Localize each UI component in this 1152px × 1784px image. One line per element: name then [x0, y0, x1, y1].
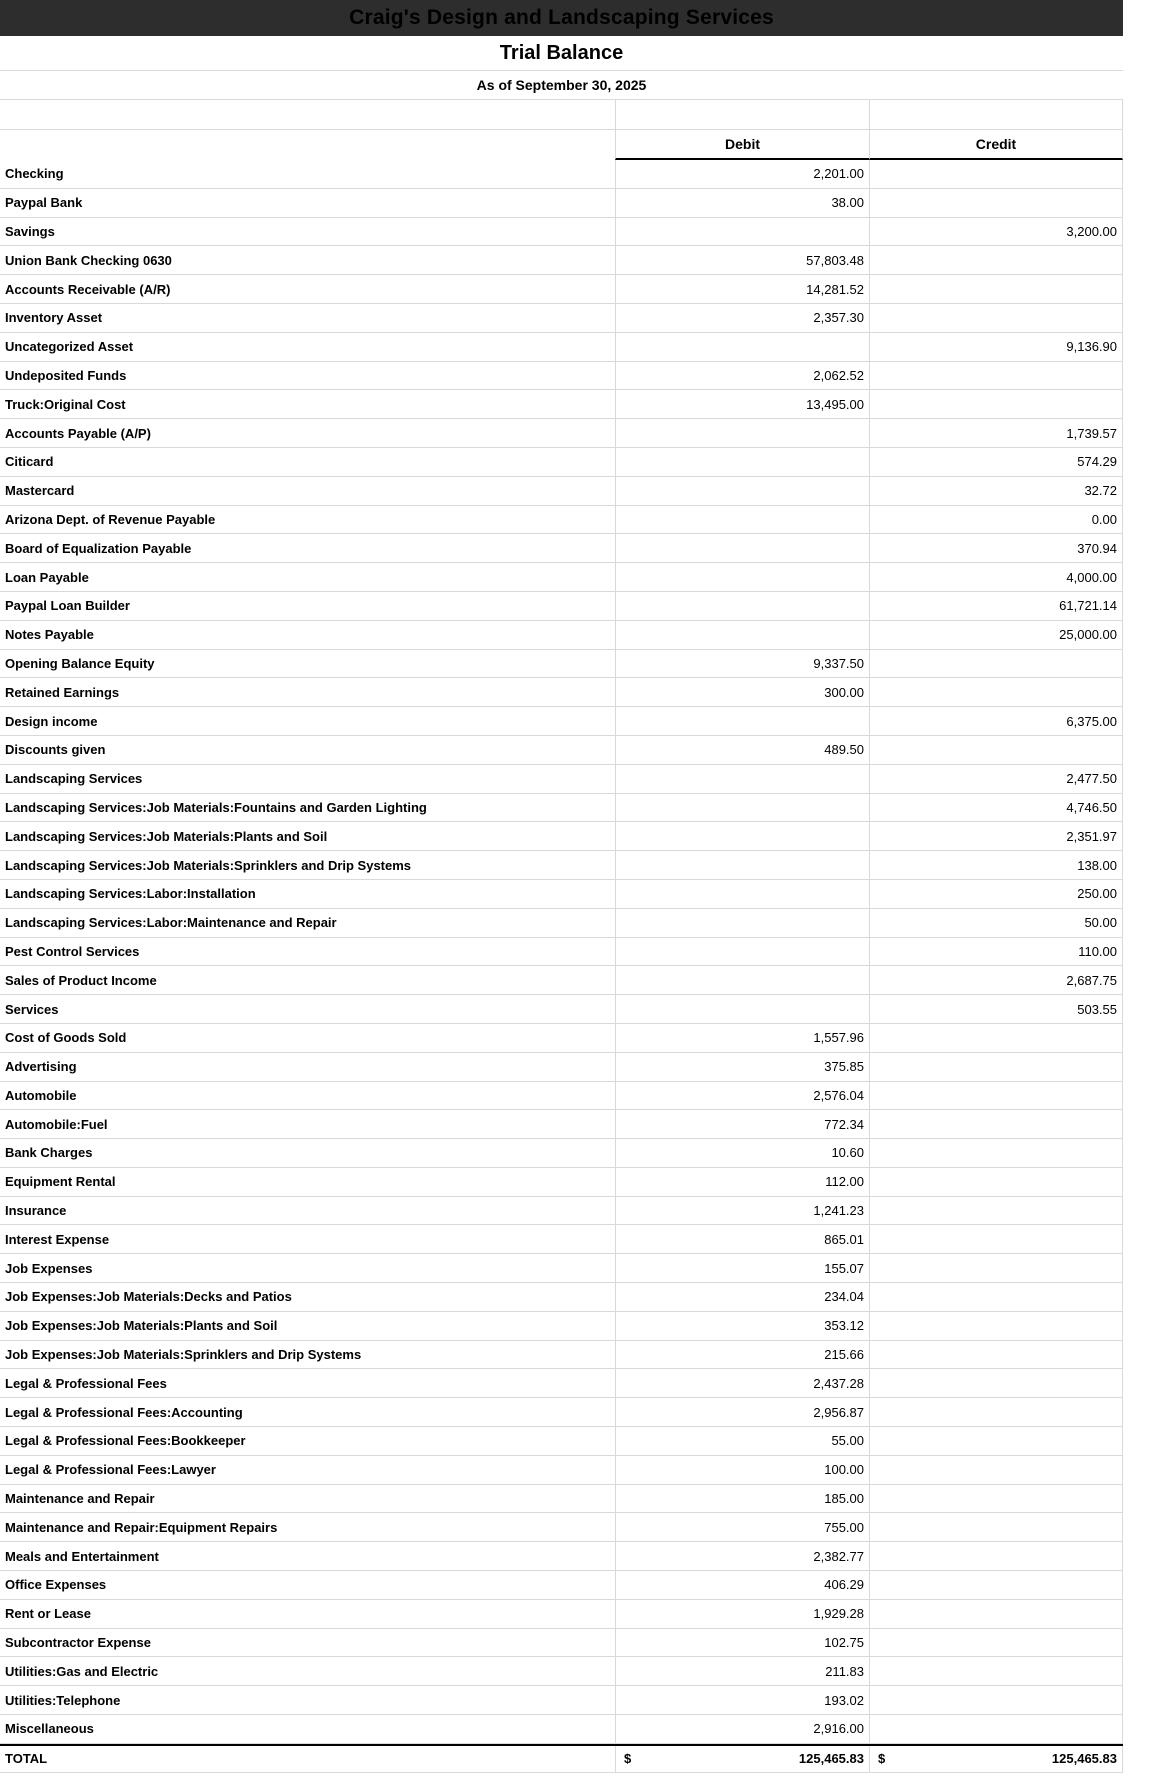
account-name-cell: Board of Equalization Payable — [0, 534, 615, 563]
debit-value-cell: 215.66 — [615, 1341, 869, 1370]
debit-value-cell: 489.50 — [615, 736, 869, 765]
report-title: Trial Balance — [499, 41, 624, 64]
credit-value-cell: 61,721.14 — [869, 592, 1123, 621]
debit-value-cell: 2,576.04 — [615, 1082, 869, 1111]
total-debit-amount: 125,465.83 — [798, 1751, 864, 1767]
account-name-cell: Opening Balance Equity — [0, 650, 615, 679]
table-row — [0, 1197, 1123, 1226]
account-name-cell: Accounts Receivable (A/R) — [0, 275, 615, 304]
debit-value-cell: 2,382.77 — [615, 1542, 869, 1571]
credit-column-header: Credit — [869, 130, 1123, 160]
account-name-cell: Retained Earnings — [0, 678, 615, 707]
credit-value-cell: 503.55 — [869, 995, 1123, 1024]
credit-value-cell — [869, 1053, 1123, 1082]
credit-value-cell: 1,739.57 — [869, 419, 1123, 448]
account-name-cell: Landscaping Services:Job Materials:Plants and Soil — [0, 822, 615, 851]
credit-value-cell — [869, 1168, 1123, 1197]
account-name-cell: Paypal Bank — [0, 189, 615, 218]
debit-value-cell — [615, 534, 869, 563]
debit-value-cell: 13,495.00 — [615, 390, 869, 419]
report-subtitle: As of September 30, 2025 — [476, 77, 647, 93]
debit-value-cell: 2,062.52 — [615, 362, 869, 391]
debit-value-cell — [615, 448, 869, 477]
debit-value-cell: 9,337.50 — [615, 650, 869, 679]
account-name-cell: Notes Payable — [0, 621, 615, 650]
table-row — [0, 390, 1123, 419]
credit-value-cell — [869, 1082, 1123, 1111]
table-row — [0, 1053, 1123, 1082]
table-row — [0, 304, 1123, 333]
table-row — [0, 563, 1123, 592]
credit-value-cell — [869, 1427, 1123, 1456]
total-label-cell: TOTAL — [0, 1746, 615, 1773]
company-name: Craig's Design and Landscaping Services — [349, 6, 774, 29]
credit-value-cell: 250.00 — [869, 880, 1123, 909]
account-name-cell: Legal & Professional Fees:Accounting — [0, 1398, 615, 1427]
debit-value-cell — [615, 765, 869, 794]
credit-value-cell — [869, 189, 1123, 218]
credit-value-cell — [869, 275, 1123, 304]
debit-value-cell — [615, 707, 869, 736]
debit-value-cell: 1,557.96 — [615, 1024, 869, 1053]
report-title-row — [0, 36, 1123, 71]
account-name-cell: Union Bank Checking 0630 — [0, 246, 615, 275]
debit-value-cell: 375.85 — [615, 1053, 869, 1082]
account-name-cell: Landscaping Services:Job Materials:Sprinklers and Drip Systems — [0, 851, 615, 880]
account-name-cell: Truck:Original Cost — [0, 390, 615, 419]
debit-value-cell: 38.00 — [615, 189, 869, 218]
table-row — [0, 1225, 1123, 1254]
column-header-row — [0, 130, 1123, 160]
debit-value-cell: 211.83 — [615, 1657, 869, 1686]
credit-value-cell: 4,746.50 — [869, 794, 1123, 823]
credit-value-cell: 110.00 — [869, 938, 1123, 967]
table-row — [0, 1312, 1123, 1341]
table-row — [0, 534, 1123, 563]
table-row — [0, 707, 1123, 736]
debit-value-cell: 10.60 — [615, 1139, 869, 1168]
credit-value-cell — [869, 362, 1123, 391]
account-name-cell: Utilities:Gas and Electric — [0, 1657, 615, 1686]
account-name-cell: Cost of Goods Sold — [0, 1024, 615, 1053]
debit-value-cell — [615, 851, 869, 880]
credit-value-cell — [869, 1600, 1123, 1629]
credit-value-cell — [869, 650, 1123, 679]
account-name-cell: Accounts Payable (A/P) — [0, 419, 615, 448]
table-row — [0, 448, 1123, 477]
account-name-cell: Services — [0, 995, 615, 1024]
debit-value-cell — [615, 419, 869, 448]
table-row — [0, 621, 1123, 650]
spacer-row — [0, 100, 1123, 130]
account-name-cell: Maintenance and Repair:Equipment Repairs — [0, 1513, 615, 1542]
credit-value-cell — [869, 1629, 1123, 1658]
credit-value-cell — [869, 1225, 1123, 1254]
debit-value-cell — [615, 333, 869, 362]
debit-value-cell: 865.01 — [615, 1225, 869, 1254]
credit-value-cell — [869, 1513, 1123, 1542]
credit-value-cell — [869, 1197, 1123, 1226]
account-name-cell: Landscaping Services:Job Materials:Fountains and Garden Lighting — [0, 794, 615, 823]
credit-value-cell: 3,200.00 — [869, 218, 1123, 247]
account-name-cell: Savings — [0, 218, 615, 247]
credit-value-cell — [869, 1110, 1123, 1139]
credit-value-cell — [869, 246, 1123, 275]
table-row — [0, 275, 1123, 304]
total-debit-currency: $ — [624, 1751, 632, 1767]
table-row — [0, 1456, 1123, 1485]
debit-value-cell: 2,956.87 — [615, 1398, 869, 1427]
credit-value-cell — [869, 304, 1123, 333]
table-row — [0, 880, 1123, 909]
table-row — [0, 851, 1123, 880]
account-name-cell: Equipment Rental — [0, 1168, 615, 1197]
account-name-cell: Utilities:Telephone — [0, 1686, 615, 1715]
table-row — [0, 765, 1123, 794]
account-name-cell: Rent or Lease — [0, 1600, 615, 1629]
spacer-label-cell — [0, 100, 615, 130]
table-row — [0, 966, 1123, 995]
table-row — [0, 1542, 1123, 1571]
debit-value-cell — [615, 592, 869, 621]
debit-value-cell: 155.07 — [615, 1254, 869, 1283]
table-row — [0, 1369, 1123, 1398]
debit-value-cell — [615, 506, 869, 535]
debit-value-cell: 300.00 — [615, 678, 869, 707]
debit-value-cell — [615, 995, 869, 1024]
debit-value-cell — [615, 563, 869, 592]
table-row — [0, 995, 1123, 1024]
table-row — [0, 1600, 1123, 1629]
table-row — [0, 333, 1123, 362]
credit-value-cell — [869, 1715, 1123, 1744]
table-row — [0, 218, 1123, 247]
credit-value-cell: 9,136.90 — [869, 333, 1123, 362]
debit-value-cell: 234.04 — [615, 1283, 869, 1312]
table-row — [0, 938, 1123, 967]
account-name-cell: Advertising — [0, 1053, 615, 1082]
debit-value-cell: 2,916.00 — [615, 1715, 869, 1744]
debit-value-cell — [615, 218, 869, 247]
report-subtitle-row — [0, 71, 1123, 100]
debit-value-cell — [615, 794, 869, 823]
credit-value-cell: 0.00 — [869, 506, 1123, 535]
table-row — [0, 909, 1123, 938]
account-name-cell: Job Expenses:Job Materials:Sprinklers and Drip Systems — [0, 1341, 615, 1370]
account-name-cell: Legal & Professional Fees:Bookkeeper — [0, 1427, 615, 1456]
account-name-cell: Paypal Loan Builder — [0, 592, 615, 621]
table-row — [0, 1686, 1123, 1715]
account-name-cell: Landscaping Services — [0, 765, 615, 794]
debit-value-cell: 1,929.28 — [615, 1600, 869, 1629]
credit-value-cell — [869, 1254, 1123, 1283]
debit-value-cell: 14,281.52 — [615, 275, 869, 304]
table-row — [0, 592, 1123, 621]
debit-value-cell: 55.00 — [615, 1427, 869, 1456]
account-name-cell: Landscaping Services:Labor:Installation — [0, 880, 615, 909]
credit-value-cell: 2,477.50 — [869, 765, 1123, 794]
debit-value-cell: 112.00 — [615, 1168, 869, 1197]
account-name-cell: Bank Charges — [0, 1139, 615, 1168]
credit-value-cell: 138.00 — [869, 851, 1123, 880]
debit-value-cell: 193.02 — [615, 1686, 869, 1715]
table-row — [0, 160, 1123, 189]
account-name-cell: Uncategorized Asset — [0, 333, 615, 362]
table-row — [0, 1254, 1123, 1283]
account-name-cell: Job Expenses — [0, 1254, 615, 1283]
account-name-cell: Subcontractor Expense — [0, 1629, 615, 1658]
credit-value-cell — [869, 1369, 1123, 1398]
spacer-credit-cell — [869, 100, 1123, 130]
table-row — [0, 1398, 1123, 1427]
debit-value-cell — [615, 621, 869, 650]
credit-value-cell — [869, 1485, 1123, 1514]
total-credit-amount: 125,465.83 — [1051, 1751, 1117, 1767]
credit-value-cell — [869, 1024, 1123, 1053]
table-row — [0, 1629, 1123, 1658]
credit-value-cell — [869, 1312, 1123, 1341]
debit-value-cell — [615, 938, 869, 967]
account-name-cell: Automobile:Fuel — [0, 1110, 615, 1139]
debit-value-cell — [615, 966, 869, 995]
account-name-cell: Job Expenses:Job Materials:Decks and Patios — [0, 1283, 615, 1312]
credit-value-cell — [869, 1542, 1123, 1571]
credit-value-cell: 4,000.00 — [869, 563, 1123, 592]
spacer-debit-cell — [615, 100, 869, 130]
total-row — [0, 1744, 1123, 1773]
account-name-cell: Mastercard — [0, 477, 615, 506]
credit-value-cell: 32.72 — [869, 477, 1123, 506]
debit-value-cell: 185.00 — [615, 1485, 869, 1514]
total-credit-currency: $ — [878, 1751, 886, 1767]
table-row — [0, 678, 1123, 707]
table-row — [0, 1110, 1123, 1139]
table-row — [0, 1513, 1123, 1542]
debit-value-cell — [615, 909, 869, 938]
account-name-cell: Maintenance and Repair — [0, 1485, 615, 1514]
debit-value-cell: 2,201.00 — [615, 160, 869, 189]
table-row — [0, 419, 1123, 448]
table-row — [0, 1715, 1123, 1744]
table-rows — [0, 160, 1123, 1744]
credit-value-cell — [869, 678, 1123, 707]
table-row — [0, 1341, 1123, 1370]
credit-value-cell — [869, 1571, 1123, 1600]
credit-value-cell — [869, 1456, 1123, 1485]
debit-value-cell: 102.75 — [615, 1629, 869, 1658]
credit-value-cell — [869, 390, 1123, 419]
credit-value-cell: 50.00 — [869, 909, 1123, 938]
company-title-bar — [0, 0, 1123, 36]
total-credit-cell — [869, 1746, 1123, 1773]
credit-value-cell — [869, 1398, 1123, 1427]
table-row — [0, 1082, 1123, 1111]
account-name-cell: Sales of Product Income — [0, 966, 615, 995]
account-name-cell: Legal & Professional Fees — [0, 1369, 615, 1398]
debit-value-cell: 353.12 — [615, 1312, 869, 1341]
table-row — [0, 1427, 1123, 1456]
debit-value-cell: 406.29 — [615, 1571, 869, 1600]
debit-value-cell — [615, 477, 869, 506]
table-row — [0, 246, 1123, 275]
table-row — [0, 1571, 1123, 1600]
account-column-header — [0, 130, 615, 160]
debit-column-header: Debit — [615, 130, 869, 160]
table-row — [0, 477, 1123, 506]
account-name-cell: Interest Expense — [0, 1225, 615, 1254]
credit-value-cell — [869, 1657, 1123, 1686]
debit-value-cell: 2,357.30 — [615, 304, 869, 333]
debit-value-cell: 57,803.48 — [615, 246, 869, 275]
account-name-cell: Citicard — [0, 448, 615, 477]
table-row — [0, 189, 1123, 218]
debit-value-cell: 755.00 — [615, 1513, 869, 1542]
account-name-cell: Inventory Asset — [0, 304, 615, 333]
debit-value-cell: 1,241.23 — [615, 1197, 869, 1226]
credit-value-cell: 25,000.00 — [869, 621, 1123, 650]
table-row — [0, 1139, 1123, 1168]
table-row — [0, 1657, 1123, 1686]
account-name-cell: Design income — [0, 707, 615, 736]
credit-value-cell — [869, 1341, 1123, 1370]
table-row — [0, 650, 1123, 679]
table-row — [0, 736, 1123, 765]
account-name-cell: Legal & Professional Fees:Lawyer — [0, 1456, 615, 1485]
table-row — [0, 1283, 1123, 1312]
account-name-cell: Insurance — [0, 1197, 615, 1226]
debit-value-cell — [615, 822, 869, 851]
account-name-cell: Pest Control Services — [0, 938, 615, 967]
table-row — [0, 1024, 1123, 1053]
credit-value-cell: 2,687.75 — [869, 966, 1123, 995]
account-name-cell: Office Expenses — [0, 1571, 615, 1600]
account-name-cell: Discounts given — [0, 736, 615, 765]
account-name-cell: Miscellaneous — [0, 1715, 615, 1744]
credit-value-cell — [869, 160, 1123, 189]
account-name-cell: Job Expenses:Job Materials:Plants and Soil — [0, 1312, 615, 1341]
table-row — [0, 506, 1123, 535]
credit-value-cell — [869, 1139, 1123, 1168]
credit-value-cell — [869, 1283, 1123, 1312]
debit-value-cell — [615, 880, 869, 909]
table-row — [0, 1168, 1123, 1197]
account-name-cell: Checking — [0, 160, 615, 189]
table-row — [0, 1485, 1123, 1514]
debit-value-cell: 100.00 — [615, 1456, 869, 1485]
account-name-cell: Automobile — [0, 1082, 615, 1111]
account-name-cell: Arizona Dept. of Revenue Payable — [0, 506, 615, 535]
table-row — [0, 362, 1123, 391]
credit-value-cell: 2,351.97 — [869, 822, 1123, 851]
account-name-cell: Loan Payable — [0, 563, 615, 592]
account-name-cell: Undeposited Funds — [0, 362, 615, 391]
credit-value-cell — [869, 736, 1123, 765]
total-debit-cell — [615, 1746, 869, 1773]
credit-value-cell: 574.29 — [869, 448, 1123, 477]
debit-value-cell: 772.34 — [615, 1110, 869, 1139]
credit-value-cell: 6,375.00 — [869, 707, 1123, 736]
table-row — [0, 794, 1123, 823]
credit-value-cell — [869, 1686, 1123, 1715]
debit-value-cell: 2,437.28 — [615, 1369, 869, 1398]
credit-value-cell: 370.94 — [869, 534, 1123, 563]
table-row — [0, 822, 1123, 851]
account-name-cell: Meals and Entertainment — [0, 1542, 615, 1571]
account-name-cell: Landscaping Services:Labor:Maintenance and Repair — [0, 909, 615, 938]
